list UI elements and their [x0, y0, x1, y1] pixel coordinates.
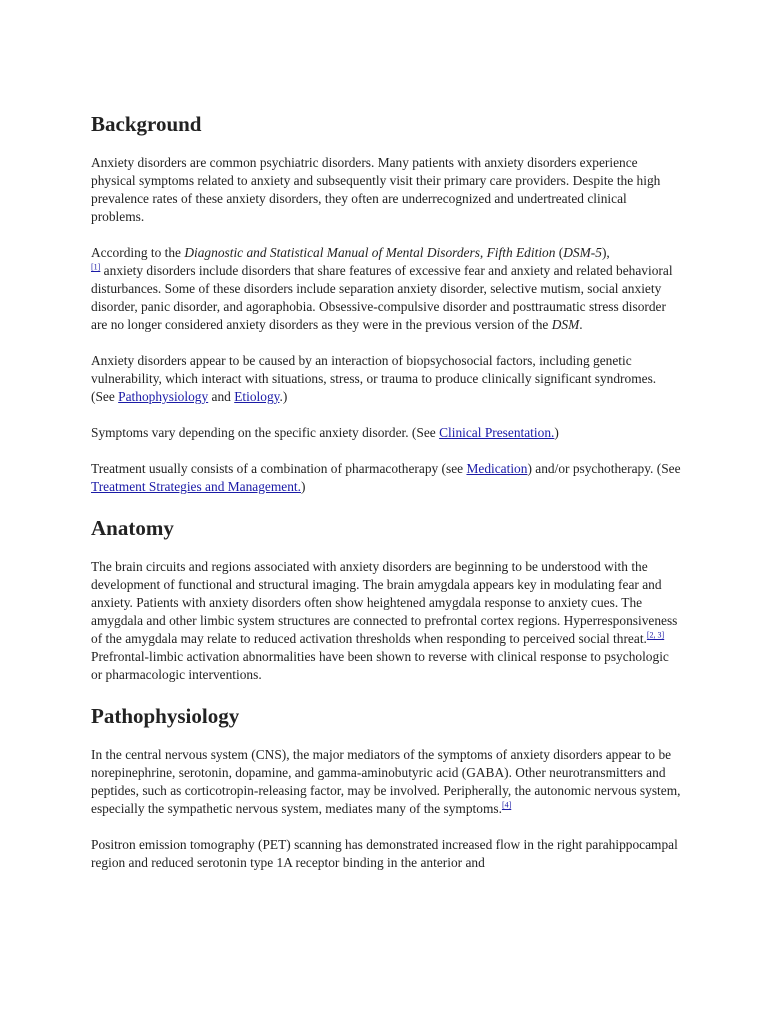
text: and [208, 389, 235, 404]
background-paragraph-3 [91, 352, 681, 406]
reference-link-1[interactable]: [1] [91, 262, 101, 272]
text: . [579, 317, 583, 332]
section-pathophysiology [91, 702, 681, 872]
pathophysiology-paragraph-1 [91, 746, 681, 818]
text: Symptoms vary depending on the specific anxiety disorder. (See [91, 425, 440, 440]
text: ) [300, 479, 306, 494]
clinical-presentation-link[interactable]: Clinical Presentation. [439, 425, 555, 440]
pathophysiology-paragraph-2: Positron emission tomography (PET) scanning has demonstrated increased flow in the right parahippocampal region and reduced serotonin type 1A receptor binding in the anterior and [91, 837, 678, 870]
text: Anxiety disorders appear to be caused by an interaction of biopsychosocial factors, including genetic vulnerability, which interact with situations, stress, or trauma to produce clinically significant syndromes. (See [91, 353, 657, 404]
background-paragraph-2 [91, 244, 681, 334]
text: In the central nervous system (CNS), the major mediators of the symptoms of anxiety disorders appear to be norepinephrine, serotonin, dopamine, and gamma-aminobutyric acid (GABA). Other neurotransmitters and peptides, such as corticotropin-releasing factor, may be involved. Peripherally, the autonomic nervous system, especially the sympathetic nervous system, mediates many of the symptoms. [91, 747, 681, 816]
reference-link-2-3[interactable]: [2, 3] [646, 630, 665, 640]
text: The brain circuits and regions associated with anxiety disorders are beginning to be understood with the development of functional and structural imaging. The brain amygdala appears key in modulating fear and anxiety. Patients with anxiety disorders often show heightened amygdala response to anxiety cues. The amygdala and other limbic system structures are connected to prefrontal cortex regions. Hyperresponsiveness of the amygdala may relate to reduced activation thresholds when responding to perceived social threat. [91, 559, 678, 646]
reference-4 [502, 801, 511, 810]
text: ) and/or psychotherapy. (See [527, 461, 681, 476]
text: ) [554, 425, 559, 440]
medication-link[interactable]: Medication [466, 461, 528, 476]
text: ( [555, 245, 564, 260]
text: ), [601, 245, 610, 260]
text: Treatment usually consists of a combination of pharmacotherapy (see [91, 461, 467, 476]
text: According to the [91, 245, 185, 260]
section-anatomy [91, 514, 681, 684]
dsm-short: DSM [551, 317, 580, 332]
dsm-abbrev: DSM-5 [563, 245, 602, 260]
background-paragraph-5 [91, 460, 681, 496]
pathophysiology-link[interactable]: Pathophysiology [118, 389, 209, 404]
article-body [91, 110, 681, 890]
etiology-link[interactable]: Etiology [234, 389, 280, 404]
dsm-title: Diagnostic and Statistical Manual of Mental Disorders, Fifth Edition [184, 245, 556, 260]
reference-2-3 [647, 631, 664, 640]
heading-background: Background [91, 112, 202, 136]
text: anxiety disorders include disorders that share features of excessive fear and anxiety and related behavioral disturbances. Some of these disorders include separation anxiety disorder, selective mutism, social anxiety disorder, panic disorder, and agoraphobia. Obsessive-compulsive disorder and posttraumatic stress disorder are no longer considered anxiety disorders as they were in the previous version of the [91, 263, 673, 332]
heading-pathophysiology: Pathophysiology [91, 704, 240, 728]
heading-anatomy: Anatomy [91, 516, 174, 540]
reference-link-4[interactable]: [4] [501, 800, 512, 810]
text: .) [279, 389, 288, 404]
section-background [91, 110, 681, 496]
anatomy-paragraph-1 [91, 558, 681, 684]
text: Prefrontal-limbic activation abnormalities have been shown to reverse with clinical response to psychologic or pharmacologic interventions. [91, 649, 669, 682]
reference-1 [91, 263, 100, 272]
background-paragraph-1: Anxiety disorders are common psychiatric disorders. Many patients with anxiety disorders experience physical symptoms related to anxiety and subsequently visit their primary care providers. Despite the high prevalence rates of these anxiety disorders, they often are underrecognized and undertreated clinical problems. [91, 155, 661, 224]
treatment-strategies-link[interactable]: Treatment Strategies and Management. [91, 479, 301, 494]
background-paragraph-4 [91, 424, 681, 442]
